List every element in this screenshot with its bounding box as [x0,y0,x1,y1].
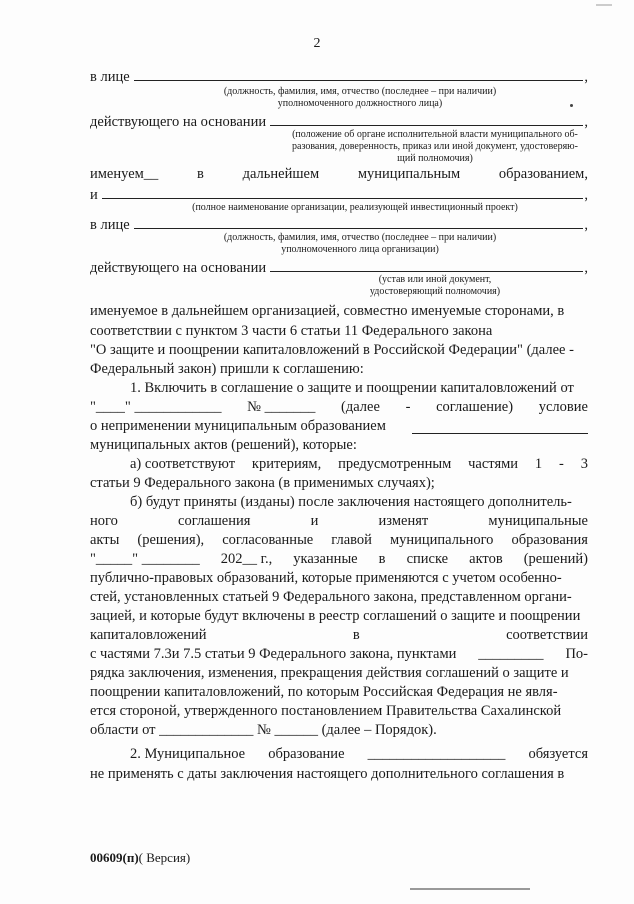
word: а) соответствуют [130,456,236,472]
item-a-line: статьи 9 Федерального закона (в применимых случаях); [90,475,435,491]
word: соответствии [506,627,588,643]
date-blank[interactable]: "_____" ________ [90,551,200,567]
word: частями [468,456,519,472]
item-b-line: б) будут приняты (изданы) после заключения настоящего дополнитель- [130,494,572,510]
item-b-line [90,645,588,664]
org-basis-note-2: удостоверяющий полномочия) [369,286,501,297]
basis-note-1: (положение об органе исполнительной власти муниципального об- [292,129,578,140]
word: образованием, [498,166,588,182]
basis-note-2: разования, доверенность, приказ или иной документ, удостоверяю- [292,141,578,152]
body-line: Федеральный закон) пришли к соглашению: [90,361,364,377]
scan-speck [410,888,530,890]
comma: , [584,114,588,130]
municipality-blank[interactable]: ___________________ [367,746,506,762]
word: По- [565,646,588,662]
text: с частями 7.3и 7.5 статьи 9 Федерального закона, пунктами [90,646,457,662]
word: обязуется [528,746,588,762]
org-representative-line[interactable] [134,214,584,229]
comma: , [584,217,588,233]
representative-note-2: уполномоченного должностного лица) [277,98,443,109]
item-b-line: рядка заключения, изменения, прекращения действия соглашений о защите и [90,665,569,681]
item-b-line [90,550,588,569]
organization-field [90,184,588,204]
scan-speck [570,104,573,107]
named-line [90,166,588,183]
version-label: ( Версия) [138,850,191,865]
word: ного [90,513,118,529]
page-number: 2 [313,36,321,51]
org-basis-label: действующего на основании [90,260,267,276]
word: и [310,513,319,529]
scan-speck [596,4,612,6]
representative-line[interactable] [134,66,584,81]
organization-note: (полное наименование организации, реализующей инвестиционный проект) [192,202,518,213]
clause-1-line: муниципальных актов (решений), которые: [90,437,357,453]
text: именуемое в дальнейшем организацией, совместно именуемые сторонами, в [90,303,565,319]
org-representative-label: в лице [90,217,130,233]
word: 1 [534,456,543,472]
comma: , [584,69,588,85]
word: условие [538,399,588,415]
word: - [559,456,564,472]
item-b-line: стей, установленных статьей 9 Федерального закона, представленном органи- [90,589,572,605]
clause-2-line [130,745,588,764]
representative-field [90,66,588,86]
word: акты [90,532,120,548]
basis-field [90,111,588,131]
item-b-line: области от _____________ № ______ (далее – Порядок). [90,722,437,738]
item-b-line: зацией, и которые будут включены в реестр соглашений о защите и поощрении [90,608,581,624]
word: 3 [580,456,588,472]
word: муниципального [389,532,494,548]
word: 2. Муниципальное [130,746,246,762]
word: актов [469,551,503,567]
document-footer [90,850,190,866]
word: (решений) [523,551,588,567]
representative-note-1: (должность, фамилия, имя, отчество (последнее – при наличии) [223,86,497,97]
word: указанные [293,551,358,567]
item-b-line: публично-правовых образований, которые применяются с учетом особеннo- [90,570,562,586]
basis-label: действующего на основании [90,114,267,130]
municipality-blank[interactable] [412,420,588,434]
points-blank[interactable]: _________ [478,646,544,662]
body-line [90,302,588,321]
item-b-line [90,626,588,645]
clause-1-line [90,398,588,417]
item-b-line: поощрении капиталовложений, по которым Российская Федерация не явля- [90,684,558,700]
word: в [352,627,360,643]
item-b-line [90,531,588,550]
item-b-line [90,512,588,531]
org-representative-field [90,214,588,234]
word: соглашение) [436,399,514,415]
word: дальнейшем [242,166,320,182]
word: (решения), [137,532,205,548]
organization-label: и [90,187,98,203]
word: именуем__ [90,166,159,182]
comma: , [584,187,588,203]
word: образования [511,532,588,548]
word: критериям, [251,456,322,472]
text: о неприменении муниципальным образованием [90,418,386,434]
word: (далее [341,399,380,415]
word: капиталовложений [90,627,207,643]
org-basis-note-1: (устав или иной документ, [378,274,492,285]
item-b-line: ется стороной, утвержденного постановлением Правительства Сахалинской [90,703,562,719]
org-basis-line[interactable] [270,257,583,272]
body-line: соответствии с пунктом 3 части 6 статьи 11 Федерального закона [90,323,493,339]
word: муниципальные [488,513,588,529]
number-blank[interactable]: № _______ [247,399,316,415]
word: соглашения [178,513,251,529]
word: предусмотренным [338,456,452,472]
word: муниципальным [357,166,461,182]
word: образование [268,746,345,762]
org-representative-note-1: (должность, фамилия, имя, отчество (последнее – при наличии) [223,232,497,243]
word: 202__ г., [220,551,273,567]
basis-line[interactable] [270,111,583,126]
clause-1-line: 1. Включить в соглашение о защите и поощрении капиталовложений от [130,380,574,396]
clause-2-line: не применять с даты заключения настоящего дополнительного соглашения в [90,766,565,782]
word: в [197,166,204,182]
item-a-line [130,455,588,474]
comma: , [584,260,588,276]
date-blank[interactable]: "____" ____________ [90,399,222,415]
clause-1-line [90,417,588,436]
org-representative-note-2: уполномоченного лица организации) [281,244,439,255]
word: главой [331,532,372,548]
basis-note-3: щий полномочия) [397,153,473,164]
organization-line[interactable] [102,184,584,199]
word: согласованные [222,532,314,548]
word: изменят [378,513,429,529]
word: - [405,399,411,415]
word: в [378,551,386,567]
body-line: "О защите и поощрении капиталовложений в Российской Федерации" (далее - [90,342,574,358]
document-code: 00609(п) [90,850,139,865]
representative-label: в лице [90,69,130,85]
word: списке [406,551,449,567]
